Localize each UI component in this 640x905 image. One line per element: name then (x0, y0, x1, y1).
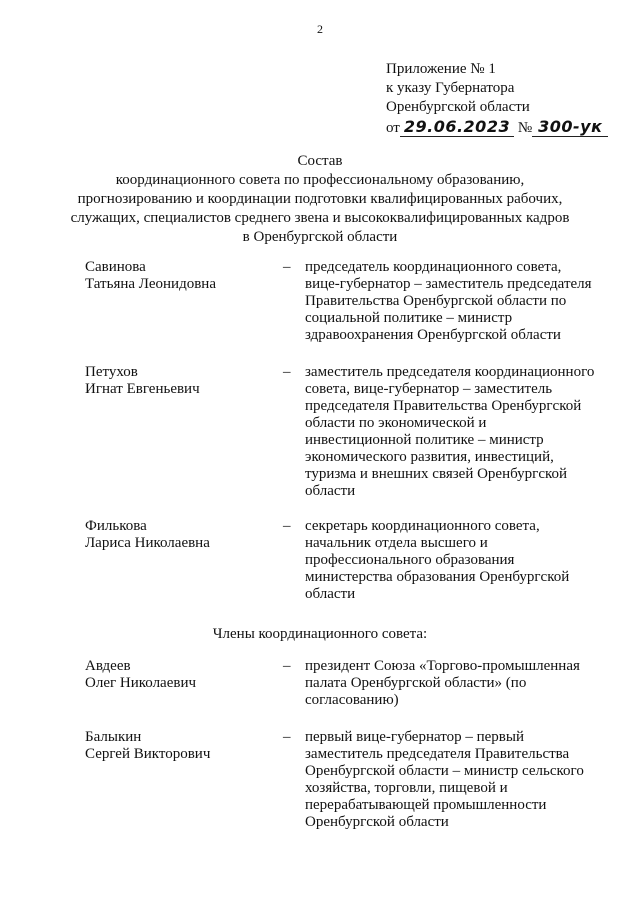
member-given-name: Татьяна Леонидовна (85, 276, 216, 292)
role-line: министерства образования Оренбургской (305, 569, 570, 585)
member-surname: Савинова (85, 259, 146, 275)
title-line-4: в Оренбургской области (242, 229, 398, 245)
member-surname: Балыкин (85, 729, 142, 745)
handwritten-number: 300-ук (532, 117, 608, 137)
member-surname: Авдеев (85, 658, 131, 674)
role-line: палата Оренбургской области» (по (305, 675, 527, 691)
member-name (85, 729, 275, 763)
member-role (305, 259, 600, 344)
role-line: первый вице-губернатор – первый (305, 729, 524, 745)
role-line: заместитель председателя Правительства (305, 746, 570, 762)
role-line: секретарь координационного совета, (305, 518, 540, 534)
document-title (60, 152, 580, 247)
member-name (85, 364, 275, 398)
appendix-line-1: Приложение № 1 (386, 61, 496, 77)
role-line: совета, вице-губернатор – заместитель (305, 381, 553, 397)
member-given-name: Игнат Евгеньевич (85, 381, 200, 397)
dash-separator: – (283, 259, 291, 275)
role-line: Оренбургской области (305, 814, 449, 830)
role-line: согласованию) (305, 692, 399, 708)
title-heading: Состав (297, 153, 343, 169)
role-line: председателя Правительства Оренбургской (305, 398, 582, 414)
member-role (305, 658, 600, 709)
role-line: области (305, 483, 356, 499)
role-line: председатель координационного совета, (305, 259, 562, 275)
appendix-date-line (386, 117, 626, 138)
member-role (305, 729, 600, 831)
member-name (85, 658, 275, 692)
handwritten-date: 29.06.2023 (400, 117, 514, 137)
member-surname: Петухов (85, 364, 138, 380)
appendix-line-3: Оренбургской области (386, 99, 530, 115)
role-line: здравоохранения Оренбургской области (305, 327, 561, 343)
members-heading: Члены координационного совета: (212, 626, 428, 642)
member-given-name: Олег Николаевич (85, 675, 197, 691)
role-line: заместитель председателя координационного (305, 364, 595, 380)
role-line: инвестиционной политике – министр (305, 432, 544, 448)
member-name (85, 259, 275, 293)
role-line: перерабатывающей промышленности (305, 797, 547, 813)
appendix-line-2: к указу Губернатора (386, 80, 515, 96)
role-line: президент Союза «Торгово-промышленная (305, 658, 580, 674)
role-line: экономического развития, инвестиций, (305, 449, 554, 465)
dash-separator: – (283, 658, 291, 674)
role-line: Правительства Оренбургской области по (305, 293, 567, 309)
member-role (305, 364, 600, 500)
dash-separator: – (283, 729, 291, 745)
role-line: области по экономической и (305, 415, 487, 431)
dash-separator: – (283, 518, 291, 534)
role-line: начальник отдела высшего и (305, 535, 488, 551)
member-given-name: Сергей Викторович (85, 746, 211, 762)
role-line: профессионального образования (305, 552, 515, 568)
role-line: туризма и внешних связей Оренбургской (305, 466, 568, 482)
title-line-1: координационного совета по профессиональному образованию, (115, 172, 525, 188)
member-given-name: Лариса Николаевна (85, 535, 210, 551)
role-line: области (305, 586, 356, 602)
member-name (85, 518, 275, 552)
appendix-stamp (386, 60, 626, 138)
role-line: социальной политике – министр (305, 310, 513, 326)
date-prefix: от (386, 120, 400, 136)
role-line: хозяйства, торговли, пищевой и (305, 780, 508, 796)
title-line-2: прогнозированию и координации подготовки квалифицированных рабочих, (77, 191, 563, 207)
role-line: вице-губернатор – заместитель председателя (305, 276, 592, 292)
role-line: Оренбургской области – министр сельского (305, 763, 584, 779)
number-sign: № (517, 120, 533, 136)
member-surname: Филькова (85, 518, 147, 534)
title-line-3: служащих, специалистов среднего звена и высококвалифицированных кадров (70, 210, 570, 226)
page-number: 2 (317, 22, 323, 36)
member-role (305, 518, 600, 603)
dash-separator: – (283, 364, 291, 380)
